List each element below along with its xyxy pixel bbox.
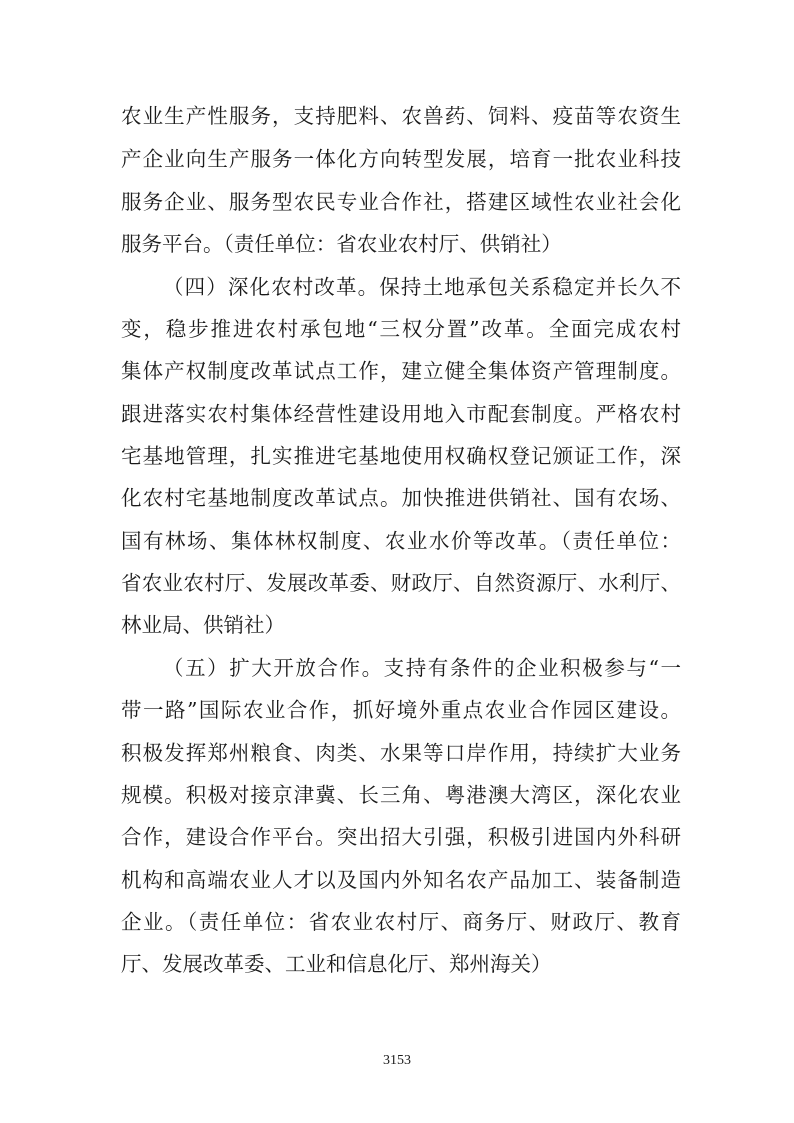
paragraph-3-line-8: 厅、发展改革委、工业和信息化厅、郑州海关）: [121, 952, 552, 976]
paragraph-3-line-3: 积极发挥郑州粮食、肉类、水果等口岸作用，持续扩大业务: [121, 741, 681, 765]
paragraph-2-line-3: 集体产权制度改革试点工作，建立健全集体资产管理制度。: [121, 359, 681, 383]
paragraph-3-line-6: 机构和高端农业人才以及国内外知名农产品加工、装备制造: [121, 868, 681, 892]
paragraph-2-line-6: 化农村宅基地制度改革试点。加快推进供销社、国有农场、: [121, 486, 681, 510]
paragraph-2-line-8: 省农业农村厅、发展改革委、财政厅、自然资源厅、水利厅、: [121, 571, 681, 595]
paragraph-1-line-2: 产企业向生产服务一体化方向转型发展，培育一批农业科技: [121, 147, 681, 171]
paragraph-2-line-9: 林业局、供销社）: [121, 613, 285, 637]
paragraph-2-line-5: 宅基地管理，扎实推进宅基地使用权确权登记颁证工作，深: [121, 444, 681, 468]
page-number: 3153: [383, 1053, 411, 1068]
paragraph-2-line-7: 国有林场、集体林权制度、农业水价等改革。（责任单位：: [121, 529, 681, 553]
paragraph-3-line-1: （五）扩大开放合作。支持有条件的企业积极参与“一: [163, 656, 681, 680]
paragraph-2-line-2: 变，稳步推进农村承包地“三权分置”改革。全面完成农村: [121, 317, 681, 341]
paragraph-2-line-1: （四）深化农村改革。保持土地承包关系稳定并长久不: [163, 275, 681, 299]
paragraph-1-line-4: 服务平台。（责任单位：省农业农村厅、供销社）: [121, 232, 562, 256]
paragraph-3-line-2: 带一路”国际农业合作，抓好境外重点农业合作园区建设。: [121, 698, 681, 722]
paragraph-1-line-3: 服务企业、服务型农民专业合作社，搭建区域性农业社会化: [121, 190, 681, 214]
paragraph-2-line-4: 跟进落实农村集体经营性建设用地入市配套制度。严格农村: [121, 402, 681, 426]
paragraph-3-line-4: 规模。积极对接京津冀、长三角、粤港澳大湾区，深化农业: [121, 783, 681, 807]
paragraph-3-line-7: 企业。（责任单位：省农业农村厅、商务厅、财政厅、教育: [121, 910, 681, 934]
paragraph-1-line-1: 农业生产性服务，支持肥料、农兽药、饲料、疫苗等农资生: [121, 104, 681, 128]
paragraph-3-line-5: 合作，建设合作平台。突出招大引强，积极引进国内外科研: [121, 825, 681, 849]
